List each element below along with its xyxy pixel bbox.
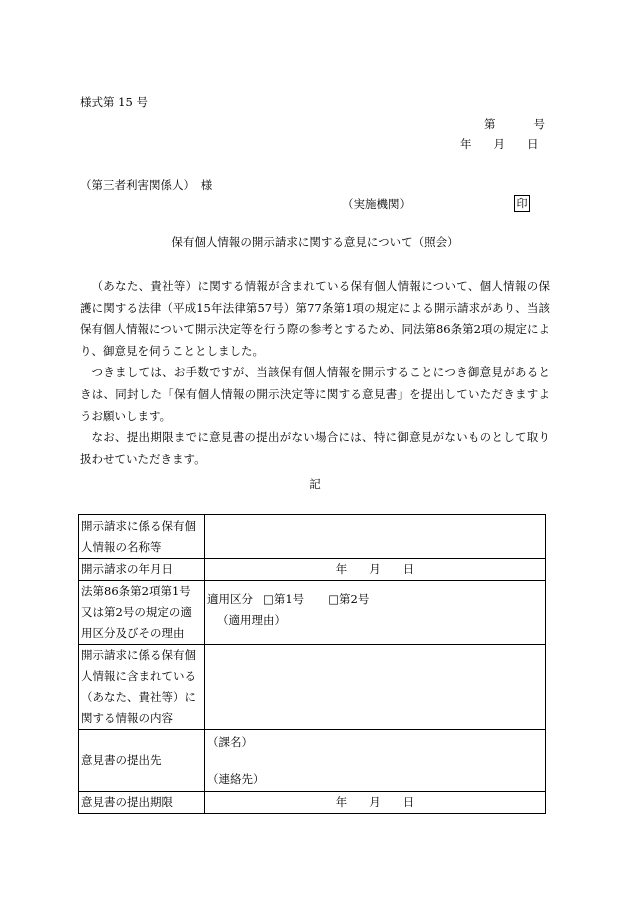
row-value-submission-dest xyxy=(205,730,546,792)
table-row xyxy=(79,559,546,581)
row-label-info-content: 開示請求に係る保有個人情報に含まれている（あなた、貴社等）に関する情報の内容 xyxy=(79,645,205,730)
doc-number-dai: 第 xyxy=(484,117,496,131)
document-date xyxy=(460,139,539,151)
row-label-applicable-category: 法第86条第2項第1号又は第2号の規定の適用区分及びその理由 xyxy=(79,581,205,645)
row-value-deadline xyxy=(205,792,546,814)
form-number: 様式第 15 号 xyxy=(80,95,148,109)
section-name-label: （課名） xyxy=(207,735,253,749)
doc-number-go: 号 xyxy=(533,117,545,131)
row-value-info-name xyxy=(205,515,546,559)
info-table xyxy=(78,514,546,814)
date-day: 日 xyxy=(402,562,415,576)
implementing-organization: （実施機関） xyxy=(342,197,411,211)
date-year: 年 xyxy=(335,795,348,809)
table-row xyxy=(79,581,546,645)
row-value-request-date xyxy=(205,559,546,581)
body-paragraph: つきましては、お手数ですが、当該保有個人情報を開示することにつき御意見があるときは、同封した「保有個人情報の開示決定等に関する意見書」を提出していただきますようお願いします。 xyxy=(80,365,550,423)
addressee: （第三者利害関係人） 様 xyxy=(80,178,213,192)
row-value-info-content xyxy=(205,645,546,730)
date-year: 年 xyxy=(335,562,348,576)
date-year: 年 xyxy=(460,137,472,151)
body-paragraph: なお、提出期限までに意見書の提出がない場合には、特に御意見がないものとして取り扱わせていただきます。 xyxy=(80,430,550,466)
date-month: 月 xyxy=(369,795,381,809)
table-row xyxy=(79,730,546,792)
row-label-request-date: 開示請求の年月日 xyxy=(79,559,205,581)
category-label: 適用区分 xyxy=(207,592,253,606)
row-label-deadline: 意見書の提出期限 xyxy=(79,792,205,814)
table-row xyxy=(79,515,546,559)
table-row xyxy=(79,645,546,730)
row-label-submission-dest: 意見書の提出先 xyxy=(79,730,205,792)
contact-label: （連絡先） xyxy=(207,772,265,786)
ki-heading: 記 xyxy=(309,477,321,491)
date-day: 日 xyxy=(402,795,415,809)
option-item-1: □第1号 xyxy=(263,592,305,606)
row-value-applicable-category xyxy=(205,581,546,645)
document-title: 保有個人情報の開示請求に関する意見について（照会） xyxy=(171,235,459,249)
body-paragraph: （あなた、貴社等）に関する情報が含まれている保有個人情報について、個人情報の保護に関する法律（平成15年法律第57号）第77条第1項の規定による開示請求があり、当該保有個人情報について開示決定等を行う際の参考とするため、同法第86条第2項の規定により、御意見を伺うこととしました。 xyxy=(80,279,550,358)
seal-mark-icon: 印 xyxy=(514,195,530,212)
date-month: 月 xyxy=(493,137,505,151)
document-number xyxy=(484,119,545,131)
reason-label: （適用理由） xyxy=(217,613,286,627)
body-text xyxy=(80,276,550,470)
date-month: 月 xyxy=(369,562,381,576)
category-options xyxy=(207,589,543,610)
table-row xyxy=(79,792,546,814)
option-item-2: □第2号 xyxy=(328,592,370,606)
date-day: 日 xyxy=(527,137,539,151)
row-label-info-name: 開示請求に係る保有個人情報の名称等 xyxy=(79,515,205,559)
